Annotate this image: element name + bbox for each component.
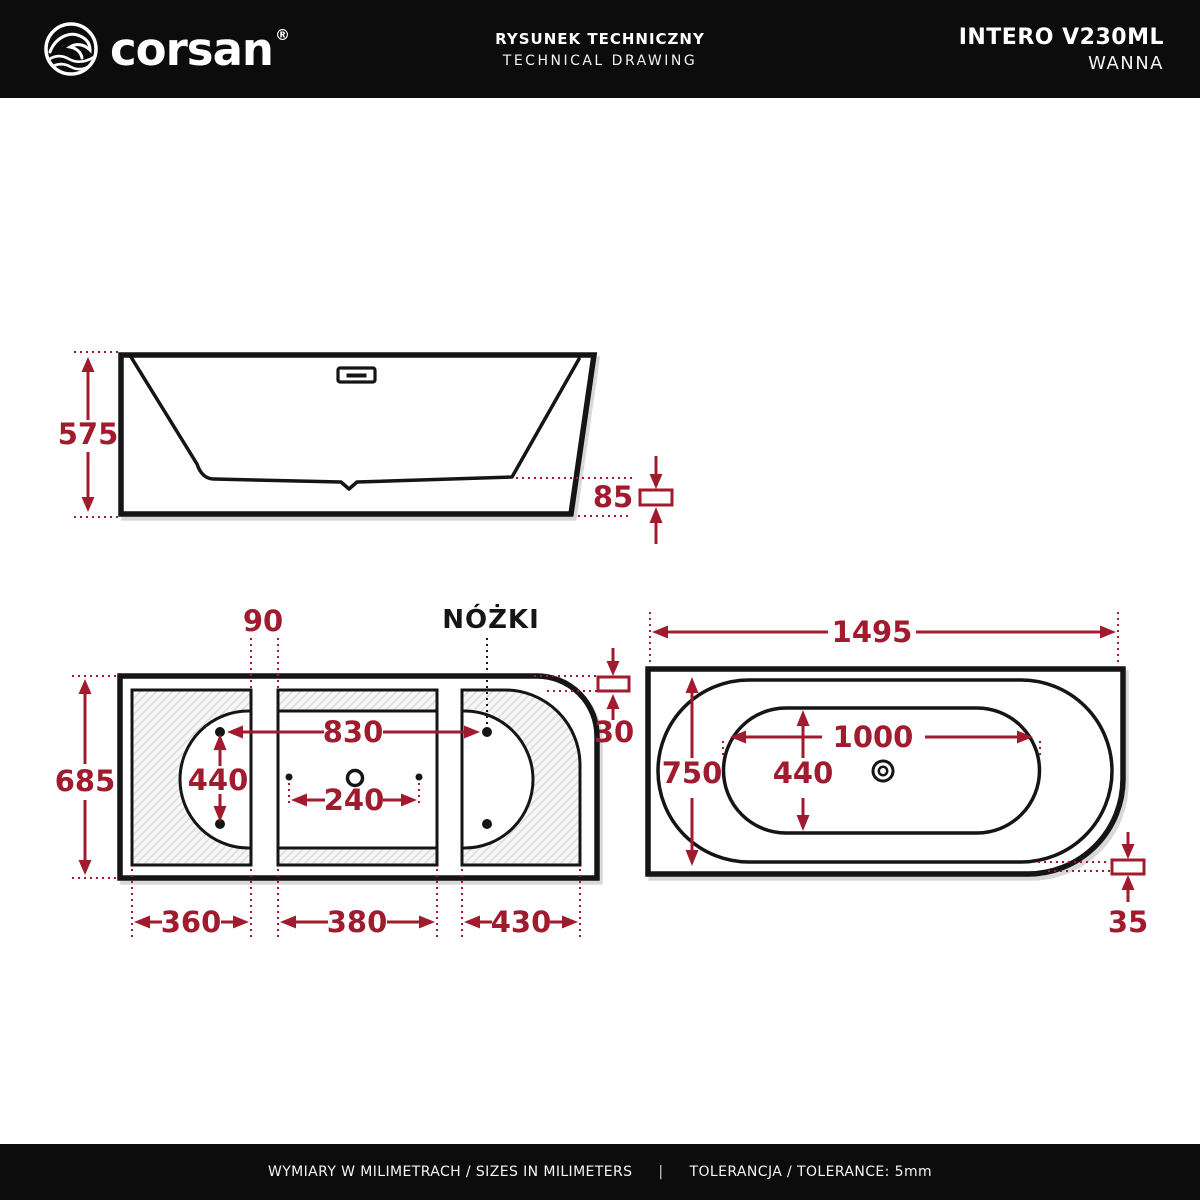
dim-length	[650, 612, 1118, 666]
bottom-view-drawing	[55, 603, 634, 939]
header-bar	[0, 0, 1200, 98]
side-view-drawing	[58, 352, 672, 544]
corsan-logo	[42, 20, 288, 78]
dim-width-label: 750	[661, 756, 723, 790]
footer-separator: |	[658, 1164, 664, 1180]
dim-side-height	[58, 352, 120, 517]
footer-sizes-note: WYMIARY W MILIMETRACH / SIZES IN MILIMETERS	[267, 1164, 633, 1180]
brand-name: corsan	[110, 22, 273, 76]
dim-board-mid-label: 380	[326, 905, 388, 939]
footer-bar	[0, 1144, 1200, 1200]
wave-logo-icon	[42, 20, 100, 78]
foot-dot	[482, 727, 492, 737]
top-view-drawing	[648, 612, 1148, 939]
foot-dot	[482, 819, 492, 829]
product-name-block	[959, 25, 1164, 74]
dim-inner-length-label: 1000	[832, 720, 914, 754]
title-polish: RYSUNEK TECHNICZNY	[495, 29, 705, 48]
product-model: INTERO V230ML	[958, 24, 1164, 50]
anchor-dot	[286, 774, 293, 781]
dim-side-height-label: 575	[57, 417, 119, 451]
footer-tolerance-note: TOLERANCJA / TOLERANCE: 5mm	[689, 1164, 933, 1180]
dim-bottom-depth	[55, 676, 118, 878]
drain-top-view	[873, 761, 893, 781]
dim-rim-bottom-view-label: 30	[593, 715, 635, 749]
dim-length-label: 1495	[831, 615, 913, 649]
product-type: WANNA	[1088, 52, 1164, 74]
dim-feet-span-x-label: 830	[322, 715, 384, 749]
dim-bottom-depth-label: 685	[54, 764, 116, 798]
dim-board-right-label: 430	[490, 905, 552, 939]
title-english: TECHNICAL DRAWING	[502, 52, 698, 69]
feet-label: NÓŻKI	[442, 605, 540, 635]
dim-gap-label: 90	[242, 604, 284, 638]
dim-anchor-span-label: 240	[323, 783, 385, 817]
registered-mark: ®	[274, 26, 290, 44]
dim-side-base-gap-label: 85	[592, 480, 634, 514]
dim-inner-width-label: 440	[772, 756, 834, 790]
dim-feet-span-y-label: 440	[187, 763, 249, 797]
dim-rim-top-view-label: 35	[1107, 905, 1149, 939]
anchor-dot	[416, 774, 423, 781]
dim-board-left-label: 360	[160, 905, 222, 939]
